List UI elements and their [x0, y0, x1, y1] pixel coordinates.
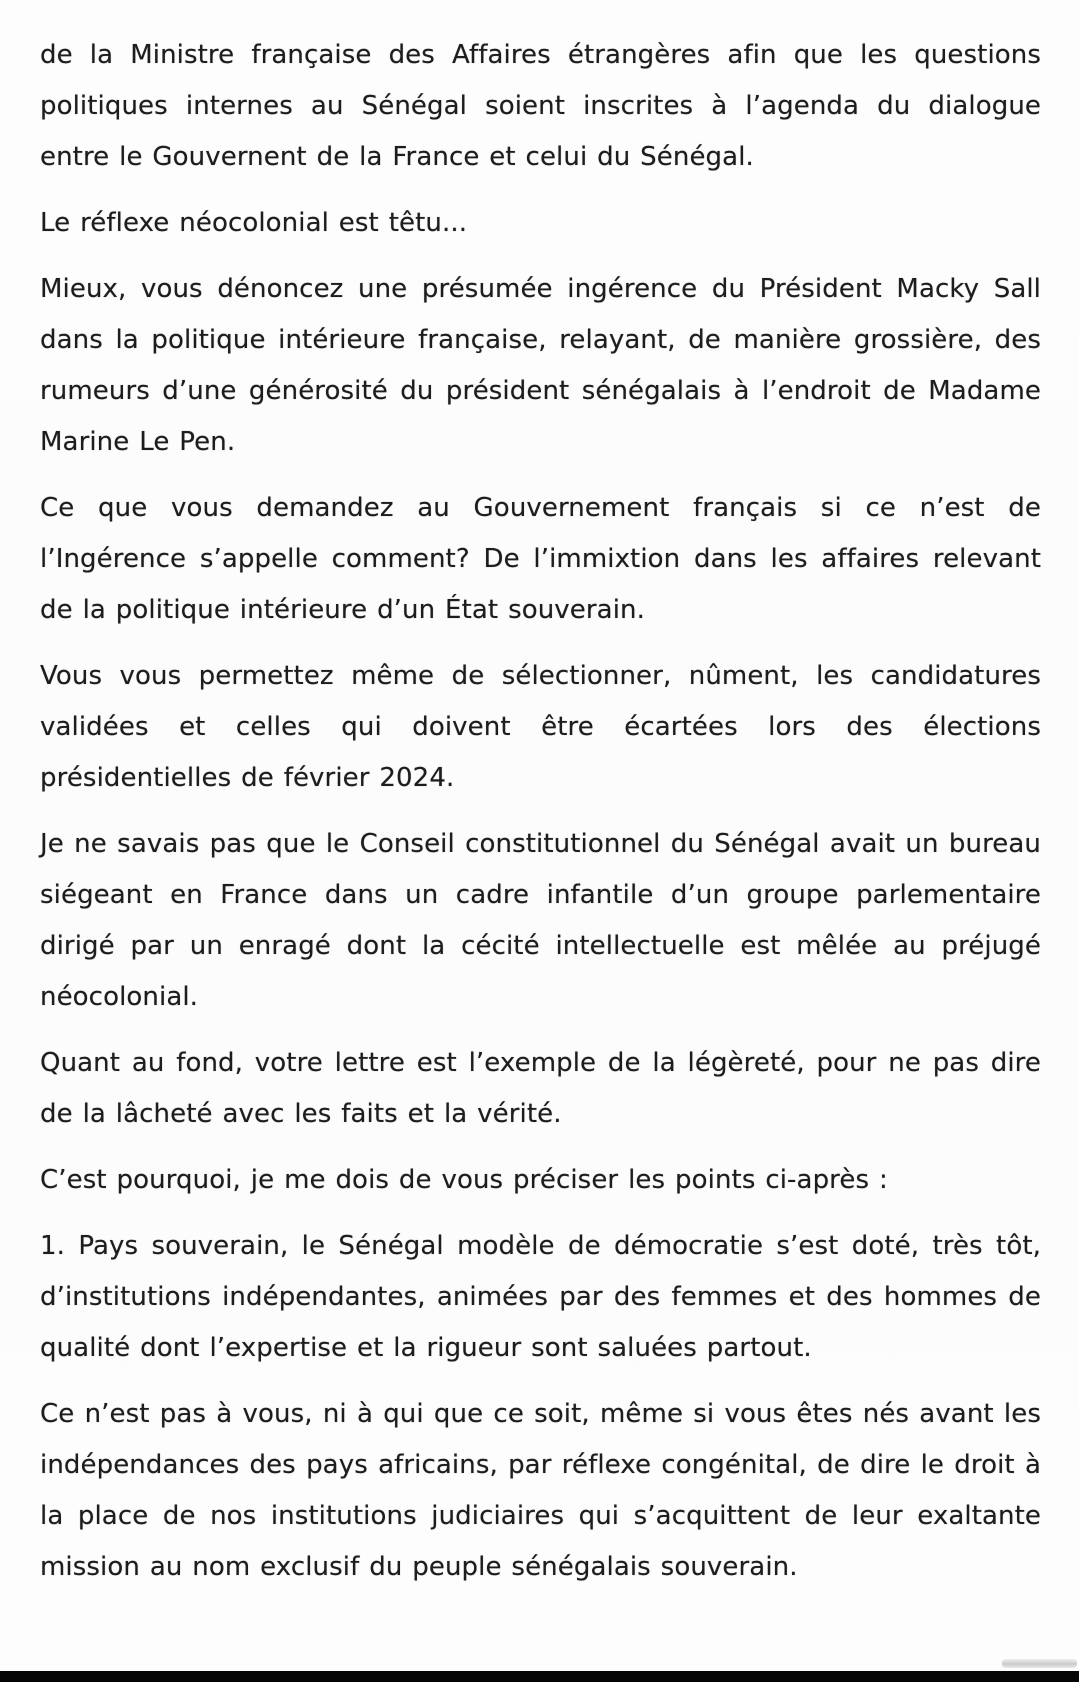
paragraph-2: Le réflexe néocolonial est têtu... [40, 208, 468, 238]
paragraph-8: C’est pourquoi, je me dois de vous préciser les points ci-après : [40, 1165, 888, 1195]
paragraph-3: Mieux, vous dénoncez une présumée ingérence du Président Macky Sall dans la politique intérieure française, relayant, de manière grossière, des rumeurs d’une générosité du président sénégalais à l’endroit de Madame Marine Le Pen. [40, 274, 1041, 457]
paragraph-10: Ce n’est pas à vous, ni à qui que ce soit, même si vous êtes nés avant les indépendances des pays africains, par réflexe congénital, de dire le droit à la place de nos institutions judiciaires qui s’acquittent de leur exaltante mission au nom exclusif du peuple sénégalais souverain. [40, 1399, 1041, 1582]
paragraph-1: de la Ministre française des Affaires étrangères afin que les questions politiques internes au Sénégal soient inscrites à l’agenda du dialogue entre le Gouvernent de la France et celui du Sénégal. [40, 40, 1041, 172]
bottom-black-bar [0, 1671, 1079, 1682]
paragraph-4: Ce que vous demandez au Gouvernement français si ce n’est de l’Ingérence s’appelle comment? De l’immixtion dans les affaires relevant de la politique intérieure d’un État souverain. [40, 493, 1041, 625]
paragraph-7: Quant au fond, votre lettre est l’exemple de la légèreté, pour ne pas dire de la lâcheté avec les faits et la vérité. [40, 1048, 1041, 1129]
paragraph-9-point-1: 1. Pays souverain, le Sénégal modèle de démocratie s’est doté, très tôt, d’institutions indépendantes, animées par des femmes et des hommes de qualité dont l’expertise et la rigueur sont saluées partout. [40, 1231, 1041, 1363]
paragraph-5: Vous vous permettez même de sélectionner, nûment, les candidatures validées et celles qui doivent être écartées lors des élections présidentielles de février 2024. [40, 661, 1041, 793]
scrollbar-thumb-artifact [1002, 1659, 1077, 1668]
paragraph-6: Je ne savais pas que le Conseil constitutionnel du Sénégal avait un bureau siégeant en France dans un cadre infantile d’un groupe parlementaire dirigé par un enragé dont la cécité intellectuelle est mêlée au préjugé néocolonial. [40, 829, 1041, 1012]
